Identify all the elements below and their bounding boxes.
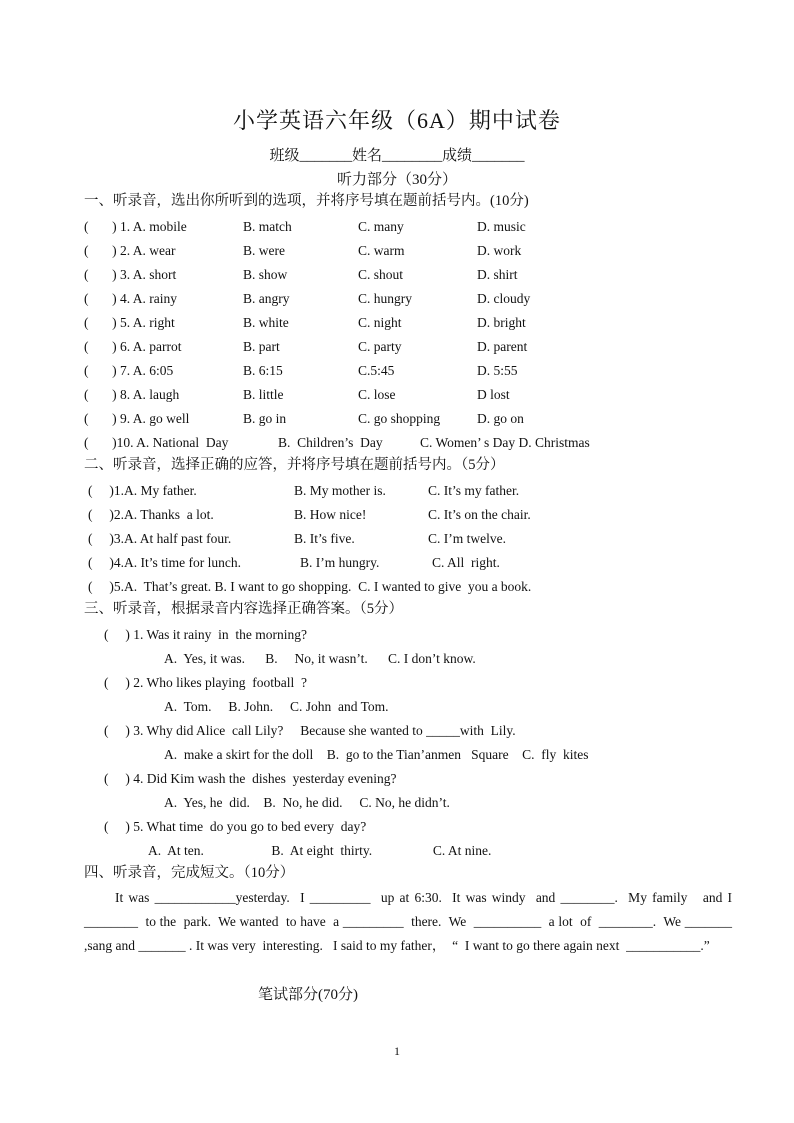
option-c: C. It’s on the chair. [428, 507, 531, 522]
question-stem: ( )10. A. National Day [84, 435, 229, 450]
option-c: C. party [358, 339, 402, 354]
option-b: B. part [243, 339, 280, 354]
option-b: B. I’m hungry. [300, 555, 380, 570]
option-b: B. were [243, 243, 285, 258]
question-stem: ( ) 5. A. right [84, 315, 175, 330]
question-stem: ( ) 3. A. short [84, 267, 177, 282]
writing-part-header: 笔试部分(70分) [258, 987, 358, 1003]
exam-title: 小学英语六年级（6A）期中试卷 [233, 108, 561, 133]
section-1-heading: 一、听录音，选出你所听到的选项，并将序号填在题前括号内。(10分) [84, 193, 529, 209]
question-stem: ( ) 2. A. wear [84, 243, 176, 258]
answer-options: A. make a skirt for the doll B. go to the Tian’anmen Square C. fly kites [164, 747, 589, 762]
question-stem: ( ) 5. What time do you go to bed every day? [104, 819, 367, 834]
question-stem: ( ) 9. A. go well [84, 411, 190, 426]
option-d: D. go on [477, 411, 524, 426]
option-d: D. music [477, 219, 526, 234]
option-b: B. 6:15 [243, 363, 283, 378]
option-d: D lost [477, 387, 510, 402]
answer-options: A. Tom. B. John. C. John and Tom. [164, 699, 389, 714]
question-stem: ( ) 4. A. rainy [84, 291, 177, 306]
question-stem: ( )1.A. My father. [88, 483, 197, 498]
answer-options: A. Yes, he did. B. No, he did. C. No, he didn’t. [164, 795, 450, 810]
option-c: C. All right. [432, 555, 500, 570]
question-stem: ( ) 4. Did Kim wash the dishes yesterday evening? [104, 771, 397, 786]
option-c: C. It’s my father. [428, 483, 520, 498]
option-d: D. parent [477, 339, 528, 354]
option-c: C. Women’ s Day D. Christmas [420, 435, 590, 450]
option-c: C. night [358, 315, 402, 330]
option-b: B. angry [243, 291, 290, 306]
question-stem: ( ) 1. Was it rainy in the morning? [104, 627, 308, 642]
question-stem: ( ) 2. Who likes playing football ? [104, 675, 307, 690]
option-d: D. bright [477, 315, 526, 330]
section-2-heading: 二、听录音，选择正确的应答，并将序号填在题前括号内。（5分） [84, 457, 505, 473]
option-c: C.5:45 [358, 363, 395, 378]
option-c: C. lose [358, 387, 396, 402]
option-c: C. hungry [358, 291, 412, 306]
option-b: B. go in [243, 411, 287, 426]
section-4-heading: 四、听录音，完成短文。（10分） [84, 865, 295, 881]
section-3-heading: 三、听录音，根据录音内容选择正确答案。（5分） [84, 601, 403, 617]
option-b: B. Children’s Day [278, 435, 383, 450]
option-b: B. How nice! [294, 507, 367, 522]
option-c: C. I’m twelve. [428, 531, 506, 546]
option-c: C. go shopping [358, 411, 441, 426]
listening-part-header: 听力部分（30分） [336, 172, 457, 188]
question-stem: ( )4.A. It’s time for lunch. [88, 555, 241, 570]
question-stem: ( ) 1. A. mobile [84, 219, 187, 234]
answer-options: A. At ten. B. At eight thirty. C. At nine. [148, 843, 492, 858]
cloze-paragraph: It was ____________yesterday. I _________ up at 6:30. It was windy and ________. My family and I ________ to the park. We wanted to have a _________ there. We __________ a lot of ________. We _______ ,sang and _______ . It was very interesting. I said to my father， “ I want to go there again next ___________.” [84, 890, 736, 953]
option-b: B. match [243, 219, 292, 234]
option-d: D. 5:55 [477, 363, 518, 378]
question-stem: ( )5.A. That’s great. B. I want to go shopping. C. I wanted to give you a book. [88, 579, 532, 594]
option-d: D. work [477, 243, 522, 258]
option-d: D. cloudy [477, 291, 531, 306]
question-stem: ( )2.A. Thanks a lot. [88, 507, 214, 522]
page-number: 1 [394, 1044, 400, 1058]
question-stem: ( ) 7. A. 6:05 [84, 363, 174, 378]
option-b: B. My mother is. [294, 483, 386, 498]
student-info-line: 班级_______姓名________成绩_______ [269, 148, 525, 164]
option-b: B. white [243, 315, 289, 330]
option-b: B. show [243, 267, 288, 282]
question-stem: ( ) 8. A. laugh [84, 387, 180, 402]
question-stem: ( )3.A. At half past four. [88, 531, 232, 546]
option-c: C. warm [358, 243, 405, 258]
answer-options: A. Yes, it was. B. No, it wasn’t. C. I don’t know. [164, 651, 476, 666]
option-d: D. shirt [477, 267, 518, 282]
question-stem: ( ) 6. A. parrot [84, 339, 182, 354]
option-b: B. It’s five. [294, 531, 355, 546]
option-b: B. little [243, 387, 284, 402]
option-c: C. shout [358, 267, 404, 282]
option-c: C. many [358, 219, 404, 234]
question-stem: ( ) 3. Why did Alice call Lily? Because she wanted to _____with Lily. [104, 723, 516, 738]
